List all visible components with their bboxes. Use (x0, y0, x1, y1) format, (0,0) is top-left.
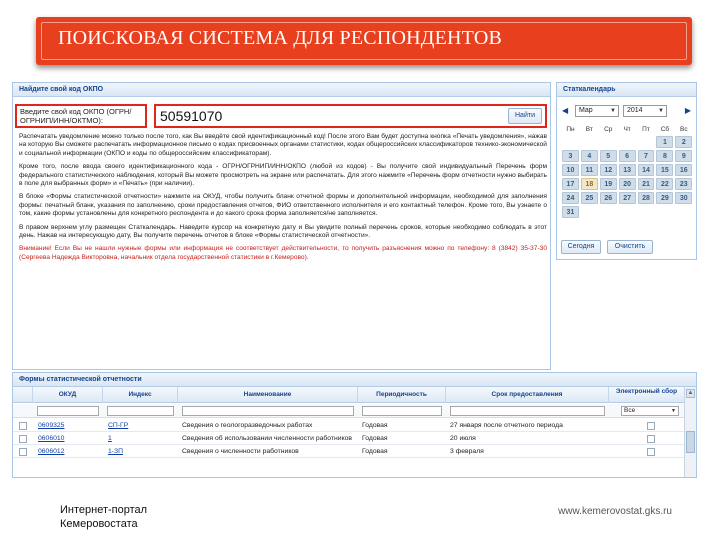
calendar-day[interactable]: 14 (638, 164, 655, 176)
code-input[interactable] (160, 107, 510, 125)
index-cell-link[interactable]: 1 (108, 435, 112, 442)
weekday-label: Сб (660, 125, 670, 133)
year-value: 2014 (627, 107, 643, 114)
calendar-day[interactable]: 10 (562, 164, 579, 176)
deadline-cell: 27 января после отчетного периода (450, 422, 563, 429)
col-index[interactable]: Индекс (103, 387, 178, 403)
electronic-checkbox[interactable] (647, 448, 655, 456)
scroll-thumb[interactable] (686, 431, 695, 453)
calendar-day[interactable]: 13 (619, 164, 636, 176)
table-row[interactable] (13, 446, 685, 458)
info-paragraph: Кроме того, после ввода своего идентификационного кода - ОГРН/ОГРНИП/ИНН/ОКПО (любой из кодов) - Вы получите свой индивидуальный Перечень форм федерального статистического наблюдения, который Вы можете просмотреть на экране или распечатать. Для этого нажмите «Перечень форм отчетности нужно выбирать в поле для выбранных форм» и «Печать» (при наличии). (19, 163, 547, 188)
name-cell: Сведения о геологоразведочных работах (182, 422, 313, 429)
year-select[interactable] (623, 105, 667, 117)
table-row[interactable] (13, 420, 685, 432)
electronic-checkbox[interactable] (647, 435, 655, 443)
calendar-day[interactable]: 17 (562, 178, 579, 190)
info-paragraph: Распечатать уведомление можно только после того, как Вы введёте свой идентификационный код! После этого Вам будет доступна кнопка «Печать уведомления», нажав на которую Вы сможете распечатать информационное письмо о кодах присвоенных органами статистики, кодах общероссийских классификаторов технико-экономической и социальной информации (ОКПО и коды по общероссийским классификаторам). (19, 133, 547, 157)
weekday-label: Чт (623, 125, 631, 133)
calendar-day[interactable]: 7 (638, 150, 655, 162)
scroll-up-icon[interactable]: ▲ (687, 390, 694, 396)
calendar-day[interactable]: 16 (675, 164, 692, 176)
chevron-down-icon: ▼ (671, 408, 676, 414)
month-select[interactable] (575, 105, 619, 117)
code-input-box (154, 104, 547, 128)
index-cell[interactable] (108, 420, 176, 431)
filter-electronic-select[interactable] (621, 406, 679, 416)
calendar-day[interactable]: 24 (562, 192, 579, 204)
calendar-day[interactable]: 23 (675, 178, 692, 190)
calendar-day[interactable]: 26 (600, 192, 617, 204)
footer-portal-line2: Кемеровостата (60, 518, 138, 530)
okud-cell[interactable] (38, 420, 100, 431)
col-okud[interactable]: ОКУД (33, 387, 103, 403)
row-checkbox[interactable] (19, 448, 27, 456)
weekday-label: Вс (679, 125, 688, 133)
info-text (19, 133, 547, 267)
period-cell: Годовая (362, 448, 388, 455)
calendar-day[interactable]: 21 (638, 178, 655, 190)
filter-index-input[interactable] (107, 406, 174, 416)
okud-cell-link[interactable]: 0606012 (38, 448, 65, 455)
calendar-day[interactable]: 28 (638, 192, 655, 204)
calendar-day[interactable]: 31 (562, 206, 579, 218)
title-banner (36, 17, 692, 65)
filter-okud-input[interactable] (37, 406, 99, 416)
weekday-label: Пт (642, 125, 650, 133)
clear-button[interactable]: Очистить (607, 240, 653, 254)
electronic-checkbox[interactable] (647, 422, 655, 430)
weekday-label: Ср (604, 125, 613, 133)
calendar-day[interactable]: 4 (581, 150, 598, 162)
table-row[interactable] (13, 433, 685, 445)
name-cell: Сведения об использовании численности работников (182, 435, 353, 442)
calendar-grid (561, 123, 693, 219)
row-checkbox[interactable] (19, 422, 27, 430)
footer-url[interactable]: www.kemerovostat.gks.ru (558, 506, 672, 517)
calendar-day[interactable]: 2 (675, 136, 692, 148)
find-button[interactable]: Найти (508, 108, 542, 124)
calendar-day[interactable]: 1 (656, 136, 673, 148)
okud-cell-link[interactable]: 0609325 (38, 422, 65, 429)
grid-scrollbar[interactable] (684, 387, 696, 478)
calendar-day[interactable]: 22 (656, 178, 673, 190)
today-button[interactable]: Сегодня (561, 240, 601, 254)
okud-cell-link[interactable]: 0606010 (38, 435, 65, 442)
deadline-cell: 3 февраля (450, 448, 484, 455)
chevron-down-icon: ▼ (610, 108, 616, 114)
calendar-day[interactable]: 8 (656, 150, 673, 162)
col-name[interactable]: Наименование (178, 387, 358, 403)
info-paragraph: В правом верхнем углу размещен Статкалендарь. Наведите курсор на конкретную дату и Вы увидите полный перечень сроков, которые необходимо соблюдать в этот день. Нажав на интересующую дату, Вы получите перечень отчетов в блоке «Формы статистической отчетности». (19, 223, 547, 240)
grid-header-row (13, 387, 685, 403)
calendar-day[interactable]: 15 (656, 164, 673, 176)
calendar-day[interactable]: 12 (600, 164, 617, 176)
calendar-day[interactable]: 29 (656, 192, 673, 204)
header-checkbox-col (13, 387, 33, 403)
weekday-label: Пн (566, 125, 575, 133)
index-cell-link[interactable]: СП-ГР (108, 422, 129, 429)
okud-cell[interactable] (38, 433, 100, 444)
calendar-day[interactable]: 3 (562, 150, 579, 162)
search-panel (12, 82, 551, 370)
calendar-day[interactable]: 9 (675, 150, 692, 162)
calendar-day[interactable]: 20 (619, 178, 636, 190)
period-cell: Годовая (362, 435, 388, 442)
calendar-day[interactable]: 27 (619, 192, 636, 204)
chevron-down-icon: ▼ (658, 108, 664, 114)
filter-row (13, 404, 685, 418)
filter-name-input[interactable] (182, 406, 354, 416)
calendar-day[interactable]: 30 (675, 192, 692, 204)
calendar-day[interactable]: 11 (581, 164, 598, 176)
index-cell[interactable] (108, 433, 176, 444)
month-value: Мар (579, 107, 593, 114)
warning-paragraph: Внимание! Если Вы не нашли нужные формы или информация не соответствует действительности, то получить разъяснения можно по телефону: 8 (3842) 35-37-30 (Сергеева Надежда Викторовна, начальник отдела государственной статистики в г.Кемерово). (19, 245, 547, 261)
name-cell: Сведения о численности работников (182, 448, 299, 455)
row-checkbox[interactable] (19, 435, 27, 443)
col-period[interactable]: Периодичность (358, 387, 446, 403)
index-cell[interactable] (108, 446, 176, 457)
calendar-header: Статкалендарь (557, 83, 696, 97)
filter-deadline-input[interactable] (450, 406, 605, 416)
okud-cell[interactable] (38, 446, 100, 457)
calendar-day[interactable]: 5 (600, 150, 617, 162)
calendar-day[interactable]: 6 (619, 150, 636, 162)
info-paragraph: В блоке «Формы статистической отчетности» нажмите на ОКУД, чтобы получить бланк отчетной формы и дополнительной информации, необходимой для заполнения формы: печатный бланк, указания по заполнению, сроки предоставления отчетов, ФИО ответственного исполнителя и его контактный телефон. Кроме того, Вы узнаете о том, какие формы установлены для конкретного респондента и до какого срока форма заполняется/не заполняется. (19, 193, 547, 218)
prev-month-icon[interactable]: ◀ (562, 106, 569, 115)
filter-select-value: Все (624, 407, 636, 414)
col-electronic[interactable]: Электронный сбор (609, 387, 685, 403)
calendar-day[interactable]: 25 (581, 192, 598, 204)
calendar-day[interactable]: 18 (581, 178, 598, 190)
code-label: Введите свой код ОКПО (ОГРН/ОГРНИП/ИНН/ОКТМО): (15, 104, 147, 128)
forms-grid-title: Формы статистической отчетности (13, 373, 696, 387)
forms-grid (12, 372, 697, 478)
next-month-icon[interactable]: ▶ (684, 106, 691, 115)
search-panel-header: Найдите свой код ОКПО (13, 83, 550, 97)
index-cell-link[interactable]: 1-ЗП (108, 448, 124, 455)
page-title: ПОИСКОВАЯ СИСТЕМА ДЛЯ РЕСПОНДЕНТОВ (58, 27, 502, 49)
calendar-day[interactable]: 19 (600, 178, 617, 190)
footer-portal-line1: Интернет-портал (60, 504, 148, 516)
filter-period-input[interactable] (362, 406, 442, 416)
weekday-label: Вт (585, 125, 593, 133)
footer-portal (60, 503, 147, 531)
deadline-cell: 20 июля (450, 435, 476, 442)
period-cell: Годовая (362, 422, 388, 429)
col-deadline[interactable]: Срок предоставления (446, 387, 609, 403)
statcalendar-panel (556, 82, 697, 260)
